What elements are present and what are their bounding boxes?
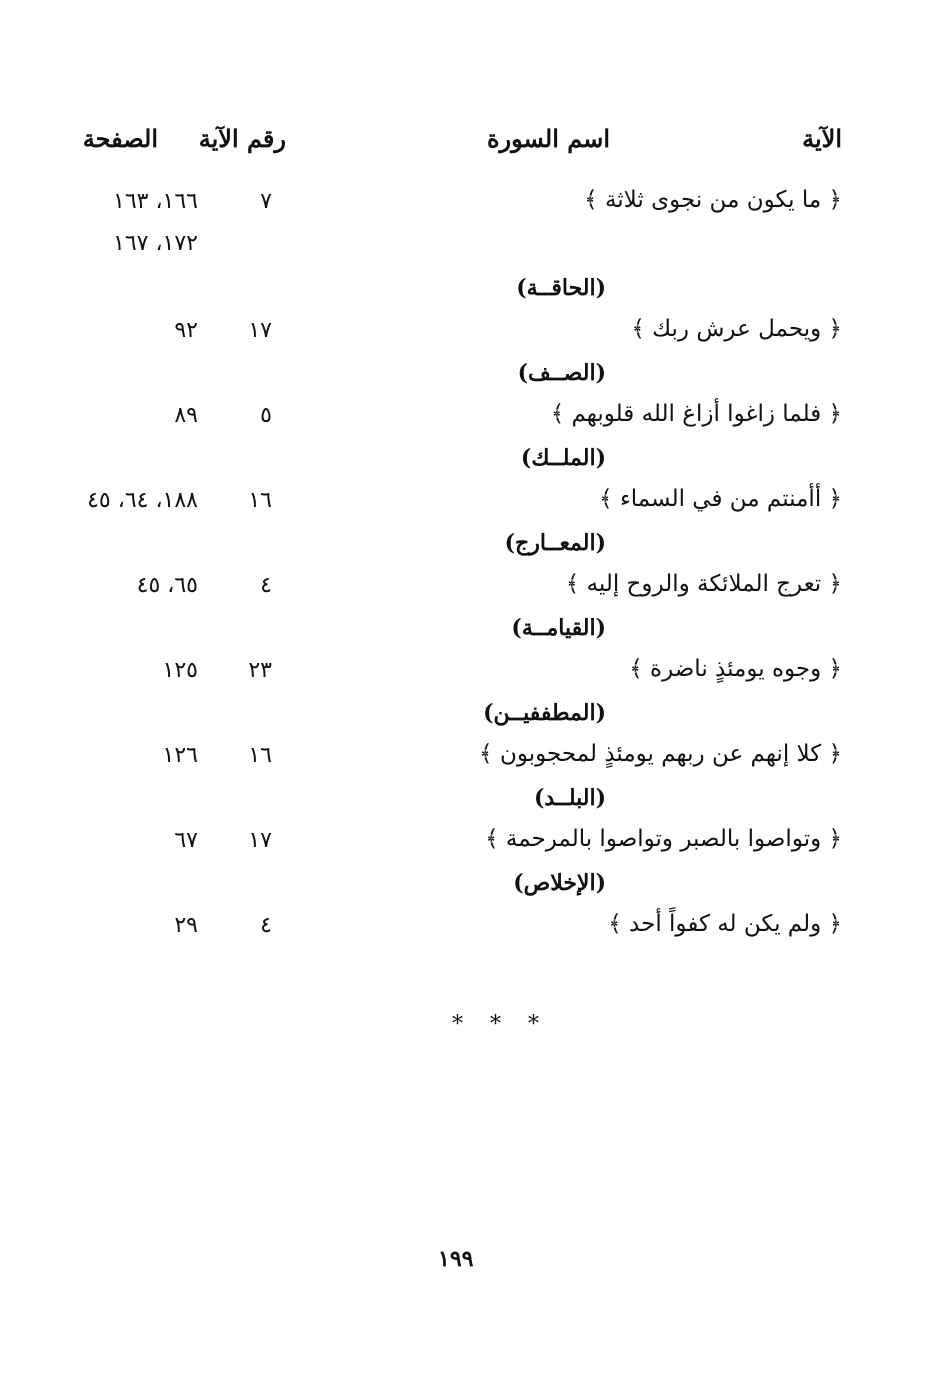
surah-name: (الملــك) <box>520 445 606 471</box>
surah-name: (الحاقــة) <box>516 275 606 301</box>
ayah-number: ٤ <box>260 573 272 598</box>
ayah-number: ٤ <box>260 913 272 938</box>
ayah-text: ﴿ وجوه يومئذٍ ناضرة ﴾ <box>629 656 842 682</box>
page-references: ١٢٥ <box>162 658 198 683</box>
page-references: ٨٩ <box>174 403 198 428</box>
ayah-text: ﴿ وتواصوا بالصبر وتواصوا بالمرحمة ﴾ <box>485 826 842 852</box>
surah-name: (البلــد) <box>534 785 606 811</box>
page-references: ١٨٨، ٦٤، ٤٥ <box>87 488 198 513</box>
page-references: ٦٧ <box>174 828 198 853</box>
ayah-number: ٧ <box>260 189 272 214</box>
surah-name: (القيامــة) <box>511 615 606 641</box>
ayah-text: ﴿ ما يكون من نجوى ثلاثة ﴾ <box>584 187 842 213</box>
header-ayah-number: رقم الآية <box>198 124 286 153</box>
page-references: ٩٢ <box>174 318 198 343</box>
surah-name: (المطففيــن) <box>483 700 606 726</box>
surah-name: (المعــارج) <box>504 530 606 556</box>
page-references: ١٦٦، ١٦٣ <box>113 189 198 214</box>
ayah-number: ٥ <box>260 403 272 428</box>
surah-name: (الصــف) <box>517 360 606 386</box>
ayah-number: ٢٣ <box>248 658 272 683</box>
ayah-number: ١٦ <box>248 488 272 513</box>
header-ayah: الآية <box>802 124 842 153</box>
separator-stars: * * * <box>452 1012 549 1037</box>
ayah-number: ١٧ <box>248 828 272 853</box>
page-references: ١٢٦ <box>162 743 198 768</box>
surah-name: (الإخلاص) <box>513 870 606 896</box>
ayah-number: ١٦ <box>248 743 272 768</box>
page-number: ١٩٩ <box>438 1246 474 1272</box>
header-surah: اسم السورة <box>486 124 610 153</box>
ayah-text: ﴿ كلا إنهم عن ربهم يومئذٍ لمحجوبون ﴾ <box>479 741 842 767</box>
page-references-continued: ١٧٢، ١٦٧ <box>113 231 198 256</box>
ayah-text: ﴿ فلما زاغوا أزاغ الله قلوبهم ﴾ <box>550 401 842 427</box>
header-page: الصفحة <box>82 124 158 153</box>
page-references: ٢٩ <box>174 913 198 938</box>
ayah-text: ﴿ أأمنتم من في السماء ﴾ <box>599 486 842 512</box>
page-references: ٦٥، ٤٥ <box>136 573 198 598</box>
ayah-text: ﴿ ولم يكن له كفواً أحد ﴾ <box>608 911 842 937</box>
ayah-text: ﴿ ويحمل عرش ربك ﴾ <box>631 316 842 342</box>
ayah-number: ١٧ <box>248 318 272 343</box>
ayah-text: ﴿ تعرج الملائكة والروح إليه ﴾ <box>565 571 842 597</box>
